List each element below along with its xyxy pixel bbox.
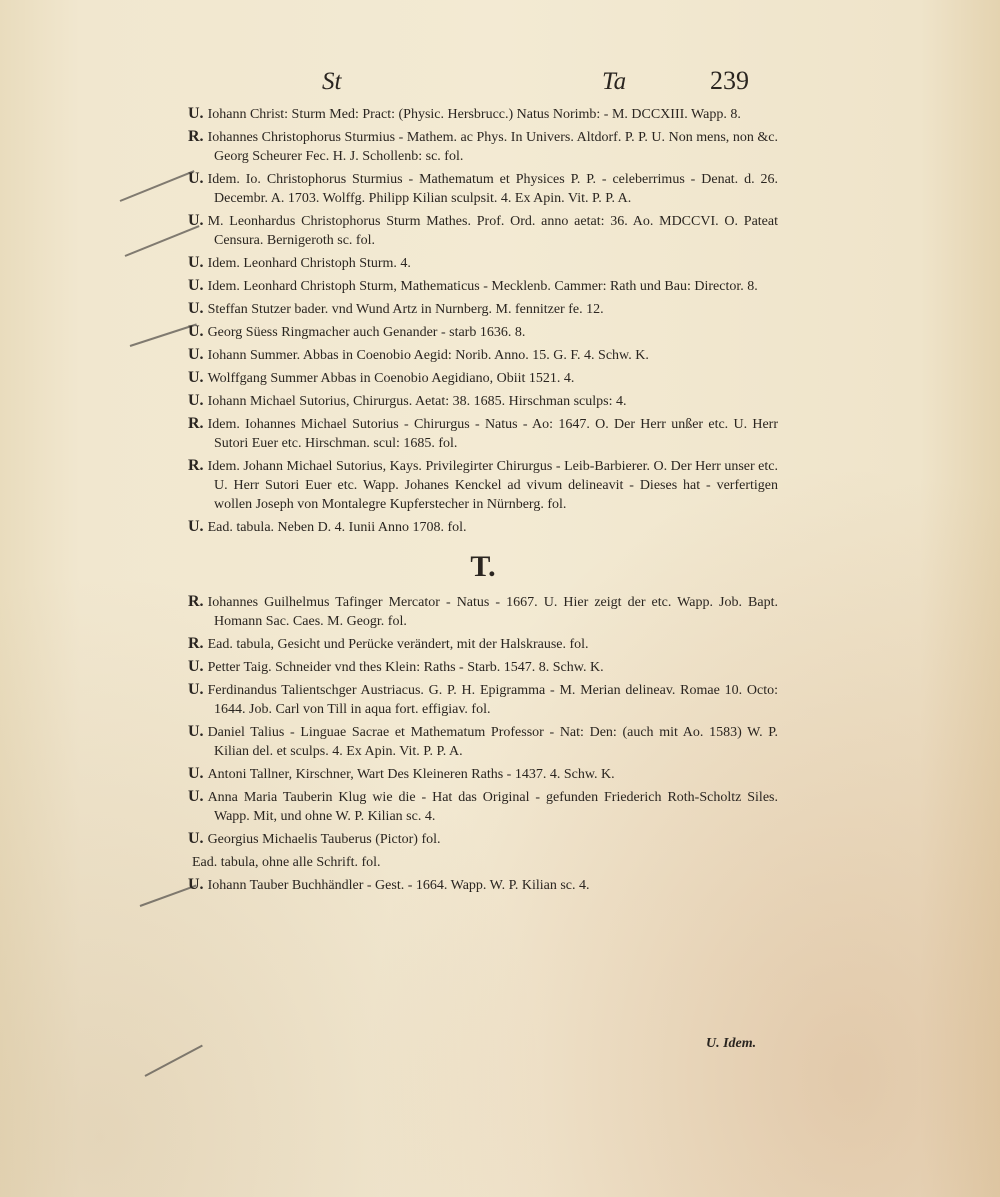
entry-mark: U. xyxy=(188,212,204,229)
entry-mark: R. xyxy=(188,635,204,652)
entry-text: Iohann Christ: Sturm Med: Pract: (Physic. Hersbrucc.) Natus Norimb: - M. DCCXIII. Wapp. 8. xyxy=(207,107,741,122)
entry xyxy=(188,127,778,166)
entry-text: Ead. tabula, Gesicht und Perücke verändert, mit der Halskrause. fol. xyxy=(207,637,589,652)
entry-mark: R. xyxy=(188,457,204,474)
entry-text: Iohann Summer. Abbas in Coenobio Aegid: Norib. Anno. 15. G. F. 4. Schw. K. xyxy=(207,348,649,363)
entry xyxy=(188,592,778,631)
section-heading: T. xyxy=(470,550,496,583)
entry xyxy=(188,368,778,388)
entry-text: Steffan Stutzer bader. vnd Wund Artz in Nurnberg. M. fennitzer fe. 12. xyxy=(207,302,604,317)
entry-mark: U. xyxy=(188,323,204,340)
entry xyxy=(188,253,778,273)
entry xyxy=(188,169,778,208)
entry-text: Iohann Michael Sutorius, Chirurgus. Aetat: 38. 1685. Hirschman sculps: 4. xyxy=(207,394,627,409)
entry-text: Iohann Tauber Buchhändler - Gest. - 1664. Wapp. W. P. Kilian sc. 4. xyxy=(207,878,590,893)
entry-mark: U. xyxy=(188,369,204,386)
entry xyxy=(188,764,778,784)
entry-mark: U. xyxy=(188,346,204,363)
entry-text: Wolffgang Summer Abbas in Coenobio Aegidiano, Obiit 1521. 4. xyxy=(207,371,575,386)
entry xyxy=(188,211,778,250)
entry-mark: U. xyxy=(188,105,204,122)
entry-text: Daniel Talius - Linguae Sacrae et Mathematum Professor - Nat: Den: (auch mit Ao. 1583) W. P. Kilian del. et sculps. 4. Ex Apin. Vit. P. P. A. xyxy=(207,725,778,759)
running-header xyxy=(190,62,770,102)
entry-text: Antoni Tallner, Kirschner, Wart Des Kleineren Raths - 1437. 4. Schw. K. xyxy=(207,767,615,782)
entry xyxy=(188,875,778,895)
entry-mark: U. xyxy=(188,518,204,535)
entry-text: Idem. Iohannes Michael Sutorius - Chirurgus - Natus - Ao: 1647. O. Der Herr unßer etc. U. Herr Sutori Euer etc. Hirschman. scul: 1685. fol. xyxy=(207,417,778,451)
entry-mark: U. xyxy=(188,681,204,698)
pencil-mark xyxy=(130,323,197,347)
entry xyxy=(188,680,778,719)
entry-mark: U. xyxy=(188,876,204,893)
entry xyxy=(188,391,778,411)
entry-text: Ead. tabula. Neben D. 4. Iunii Anno 1708. fol. xyxy=(207,520,467,535)
entry xyxy=(188,829,778,849)
pencil-mark xyxy=(120,170,195,202)
page-number: 239 xyxy=(710,66,749,95)
entry-text: Idem. Johann Michael Sutorius, Kays. Privilegirter Chirurgus - Leib-Barbierer. O. Der Herr unser etc. U. Herr Sutori Euer etc. Wapp. Johanes Kenckel ad vivum delineavit - Dieses hat - verfertigen wollen Joseph von Montalegre Kupferstecher in Nürnberg. fol. xyxy=(207,459,778,512)
entry xyxy=(188,414,778,453)
entry-mark: U. xyxy=(188,788,204,805)
entry-mark: R. xyxy=(188,128,204,145)
entry-mark: R. xyxy=(188,593,204,610)
catchword: U. Idem. xyxy=(706,1036,757,1051)
entry xyxy=(188,852,778,872)
pencil-mark xyxy=(145,1045,203,1077)
entry-text: Anna Maria Tauberin Klug wie die - Hat das Original - gefunden Friederich Roth-Scholtz Siles. Wapp. Mit, und ohne W. P. Kilian sc. 4. xyxy=(207,790,778,824)
entry xyxy=(188,104,778,124)
entry xyxy=(188,456,778,514)
entry-mark: R. xyxy=(188,415,204,432)
entry-text: Ferdinandus Talientschger Austriacus. G. P. H. Epigramma - M. Merian delineav. Romae 10. Octo: 1644. Job. Carl von Till in aqua fort. effigiav. fol. xyxy=(207,683,778,717)
catalog-entries xyxy=(188,104,778,898)
entry-text: M. Leonhardus Christophorus Sturm Mathes. Prof. Ord. anno aetat: 36. Ao. MDCCVI. O. Pateat Censura. Bernigeroth sc. fol. xyxy=(207,214,778,248)
entry xyxy=(188,657,778,677)
entry xyxy=(188,299,778,319)
entry-mark: U. xyxy=(188,830,204,847)
entry xyxy=(188,276,778,296)
entry-text: Georg Süess Ringmacher auch Genander - starb 1636. 8. xyxy=(207,325,526,340)
entry-text: Iohannes Christophorus Sturmius - Mathem. ac Phys. In Univers. Altdorf. P. P. U. Non mens, non &c. Georg Scheurer Fec. H. J. Schollenb: sc. fol. xyxy=(207,130,778,164)
entry xyxy=(188,322,778,342)
entry-text: Idem. Io. Christophorus Sturmius - Mathematum et Physices P. P. - celeberrimus - Denat. d. 26. Decembr. A. 1703. Wolffg. Philipp Kilian sculpsit. 4. Ex Apin. Vit. P. P. A. xyxy=(207,172,778,206)
entry-mark: U. xyxy=(188,277,204,294)
entry-text: Iohannes Guilhelmus Tafinger Mercator - Natus - 1667. U. Hier zeigt der etc. Wapp. Job. Bapt. Homann Sac. Caes. M. Geogr. fol. xyxy=(207,595,778,629)
entry-mark: U. xyxy=(188,392,204,409)
entry xyxy=(188,787,778,826)
header-middle: Ta xyxy=(602,68,627,95)
entry-text: Idem. Leonhard Christoph Sturm. 4. xyxy=(207,256,411,271)
entry xyxy=(188,345,778,365)
header-left: St xyxy=(322,68,342,95)
entry-text: Petter Taig. Schneider vnd thes Klein: Raths - Starb. 1547. 8. Schw. K. xyxy=(207,660,604,675)
entry-mark: U. xyxy=(188,723,204,740)
entry-mark: U. xyxy=(188,170,204,187)
entry xyxy=(188,634,778,654)
entry xyxy=(188,722,778,761)
entry-text: Ead. tabula, ohne alle Schrift. fol. xyxy=(192,855,381,870)
entry-mark: U. xyxy=(188,254,204,271)
entry-mark: U. xyxy=(188,300,204,317)
entry-text: Georgius Michaelis Tauberus (Pictor) fol. xyxy=(207,832,441,847)
entry-text: Idem. Leonhard Christoph Sturm, Mathematicus - Mecklenb. Cammer: Rath und Bau: Director. 8. xyxy=(207,279,758,294)
entry-mark: U. xyxy=(188,765,204,782)
entry-mark: U. xyxy=(188,658,204,675)
entry xyxy=(188,517,778,537)
